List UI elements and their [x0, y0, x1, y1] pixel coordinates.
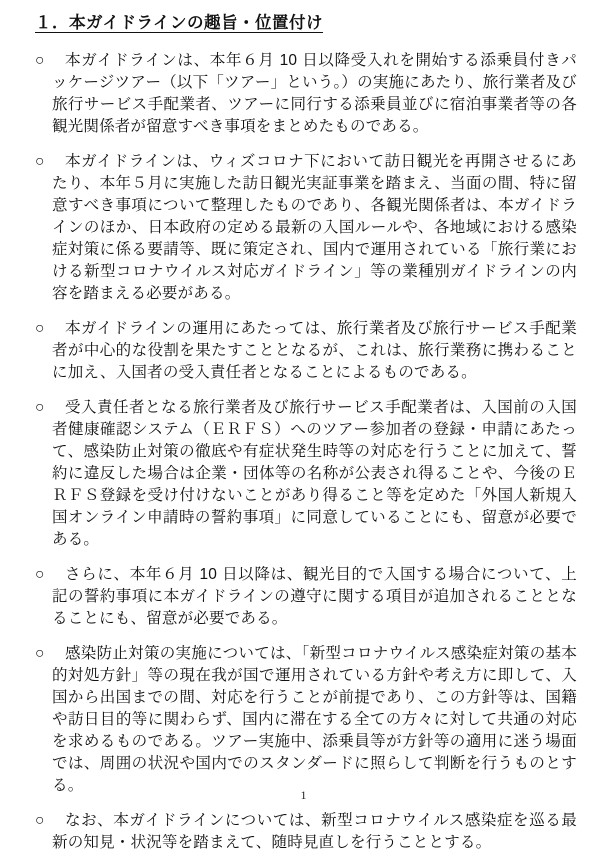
- paragraph-text: 本ガイドラインは、ウィズコロナ下において訪日観光を再開させるにあたり、本年５月に実施した訪日観光実証事業を踏まえ、当面の間、特に留意すべき事項について整理したものであり、各観光関係者は、本ガイドラインのほか、日本政府の定める最新の入国ルールや、各地域における感染症対策に係る要請等、既に策定され、国内で運用されている「旅行業における新型コロナウイルス対応ガイドライン」等の業種別ガイドラインの内容を踏まえる必要がある。: [52, 153, 577, 302]
- circle-bullet-icon: ○: [35, 812, 45, 829]
- paragraph-text: 受入責任者となる旅行業者及び旅行サービス手配業者は、入国前の入国者健康確認システム（ＥＲＦＳ）へのツアー参加者の登録・申請にあたって、感染防止対策の徹底や有症状発生時等の対応を行うことに加えて、誓約に違反した場合は企業・団体等の名称が公表され得ることや、今後のＥＲＦＳ登録を受け付けないことがあり得ること等を定めた「外国人新規入国オンライン申請時の誓約事項」に同意していることにも、留意が必要である。: [52, 399, 577, 548]
- paragraph: [35, 397, 577, 551]
- circle-bullet-icon: ○: [35, 399, 45, 416]
- paragraph: [35, 50, 577, 138]
- paragraph: [35, 643, 577, 797]
- paragraph: [35, 564, 577, 630]
- paragraph-text: 本ガイドラインの運用にあたっては、旅行業者及び旅行サービス手配業者が中心的な役割を果たすこととなるが、これは、旅行業務に携わることに加え、入国者の受入責任者となることによるものである。: [52, 320, 577, 381]
- paragraph-text: なお、本ガイドラインについては、新型コロナウイルス感染症を巡る最新の知見・状況等を踏まえて、随時見直しを行うこととする。: [52, 812, 577, 851]
- circle-bullet-icon: ○: [35, 566, 45, 583]
- circle-bullet-icon: ○: [35, 645, 45, 662]
- paragraph: [35, 318, 577, 384]
- paragraph: [35, 810, 577, 854]
- page-number: 1: [300, 788, 307, 802]
- paragraph-text: さらに、本年６月 10 日以降は、観光目的で入国する場合について、上記の誓約事項に本ガイドラインの遵守に関する項目が追加されることとなることにも、留意が必要である。: [52, 566, 577, 627]
- title-row: [35, 13, 577, 50]
- paragraph-text: 感染防止対策の実施については、「新型コロナウイルス感染症対策の基本的対処方針」等の現在我が国で運用されている方針や考え方に即して、入国から出国までの間、対応を行うことが前提であり、この方針等は、国籍や訪日目的等に関わらず、国内に滞在する全ての方々に対して共通の対応を求めるものである。ツアー実施中、添乗員等が方針等の適用に迷う場面では、周囲の状況や国内でのスタンダードに照らして判断を行うものとする。: [52, 645, 577, 794]
- paragraph-text: 本ガイドラインは、本年６月 10 日以降受入れを開始する添乗員付きパッケージツアー（以下「ツアー」という。）の実施にあたり、旅行業者及び旅行サービス手配業者、ツアーに同行する添乗員並びに宿泊事業者等の各観光関係者が留意すべき事項をまとめたものである。: [52, 52, 577, 135]
- circle-bullet-icon: ○: [35, 52, 45, 69]
- circle-bullet-icon: ○: [35, 320, 45, 337]
- paragraph: [35, 151, 577, 305]
- circle-bullet-icon: ○: [35, 153, 45, 170]
- section-title: １．本ガイドラインの趣旨・位置付け: [35, 14, 324, 32]
